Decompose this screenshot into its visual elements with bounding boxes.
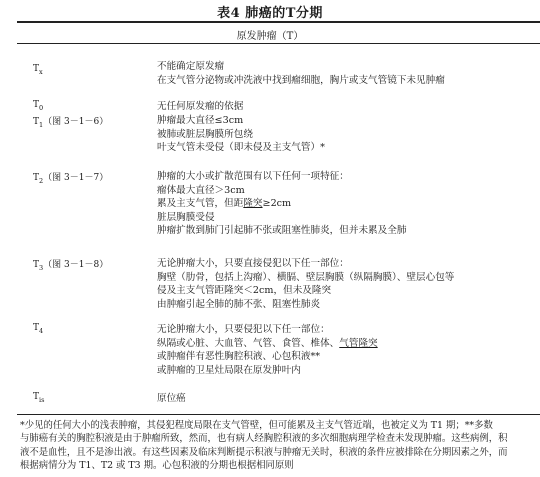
top-rule xyxy=(17,21,540,23)
description-line: 瘤体最大直径＞3cm xyxy=(157,184,245,196)
footnote xyxy=(20,419,536,472)
description-line: 无论肿瘤大小，只要侵犯以下任一部位： xyxy=(157,324,330,335)
description-line: 无任何原发瘤的依据 xyxy=(157,101,244,112)
description-line: 由肿瘤引起全肺的肺不张、阻塞性肺炎 xyxy=(157,298,321,310)
stage-description xyxy=(157,114,537,155)
description-line: 肿瘤的大小或扩散范围有以下任何一项特征： xyxy=(157,171,349,182)
stage-label: $T_4$ xyxy=(33,323,44,335)
stage-description xyxy=(157,323,537,377)
stage-description xyxy=(157,100,537,114)
description-line: 肿瘤扩散到肺门引起肺不张或阻塞性肺炎，但并未累及全肺 xyxy=(157,225,407,237)
stage-label: $T_{is}$ xyxy=(33,392,45,404)
stage-label: $T_3$（图 3－1－8） xyxy=(33,260,109,272)
description-line: 在支气管分泌物或冲洗液中找到瘤细胞，胸片或支气管镜下未见肿瘤 xyxy=(157,74,445,86)
table-title: 表4 肺癌的T分期 xyxy=(217,6,323,21)
description-line: 被肺或脏层胸膜所包绕 xyxy=(157,128,253,140)
footnote-line: 与肺癌有关的胸腔积液是由于肿瘤所致，然而，也有病人经胸腔积液的多次细胞病理学检查未发现肿瘤。这些病例，积 xyxy=(20,433,508,445)
stage-label: $T_1$（图 3－1－6） xyxy=(33,117,109,129)
description-line: 纵隔或心脏、大血管、气管、食管、椎体、气管隆突 xyxy=(157,337,378,349)
description-line: 原位癌 xyxy=(157,393,186,404)
description-line: 不能确定原发瘤 xyxy=(157,61,225,72)
stage-label: $T_2$（图 3－1－7） xyxy=(33,173,109,185)
description-line: 或肿瘤的卫星灶局限在原发肿叶内 xyxy=(157,364,301,376)
stage-description xyxy=(157,170,537,238)
description-line: 脏层胸膜受侵 xyxy=(157,211,215,223)
description-line: 叶支气管未受侵（即未侵及主支气管）* xyxy=(157,142,325,154)
description-line: 累及主支气管，但距隆突≥2cm xyxy=(157,198,292,210)
footnote-line: 根据病情分为 T1、T2 或 T3 期。心包积液的分期也根据相同原则 xyxy=(20,459,294,471)
footnote-rule xyxy=(17,414,540,415)
table-header: 原发肿瘤（T） xyxy=(236,31,304,42)
stage-label: $T_x$ xyxy=(33,64,43,76)
description-line: 无论肿瘤大小，只要直接侵犯以下任一部位： xyxy=(157,258,349,269)
description-line: 胸壁（肋骨，包括上沟瘤）、横膈、壁层胸膜（纵隔胸膜）、壁层心包等 xyxy=(157,271,455,283)
stage-description xyxy=(157,392,537,406)
header-rule xyxy=(17,43,540,44)
footnote-line: 液不是血性，且不是渗出液。有这些因素及临床判断提示积液与肿瘤无关时，积液的条件应被排除在分期因素之外，而 xyxy=(20,446,508,458)
footnote-line: *少见的任何大小的浅表肿瘤，其侵犯程度局限在支气管壁，但可能累及主支气管近端，也被定义为 T1 期；**多数 xyxy=(20,420,493,431)
stage-description xyxy=(157,60,537,87)
description-line: 肿瘤最大直径≤3cm xyxy=(157,115,244,126)
stage-description xyxy=(157,257,537,311)
description-line: 侵及主支气管距隆突＜2cm，但未及隆突 xyxy=(157,285,332,297)
stage-label: $T_0$ xyxy=(33,100,44,112)
description-line: 或肿瘤伴有恶性胸腔积液、心包积液** xyxy=(157,351,321,363)
